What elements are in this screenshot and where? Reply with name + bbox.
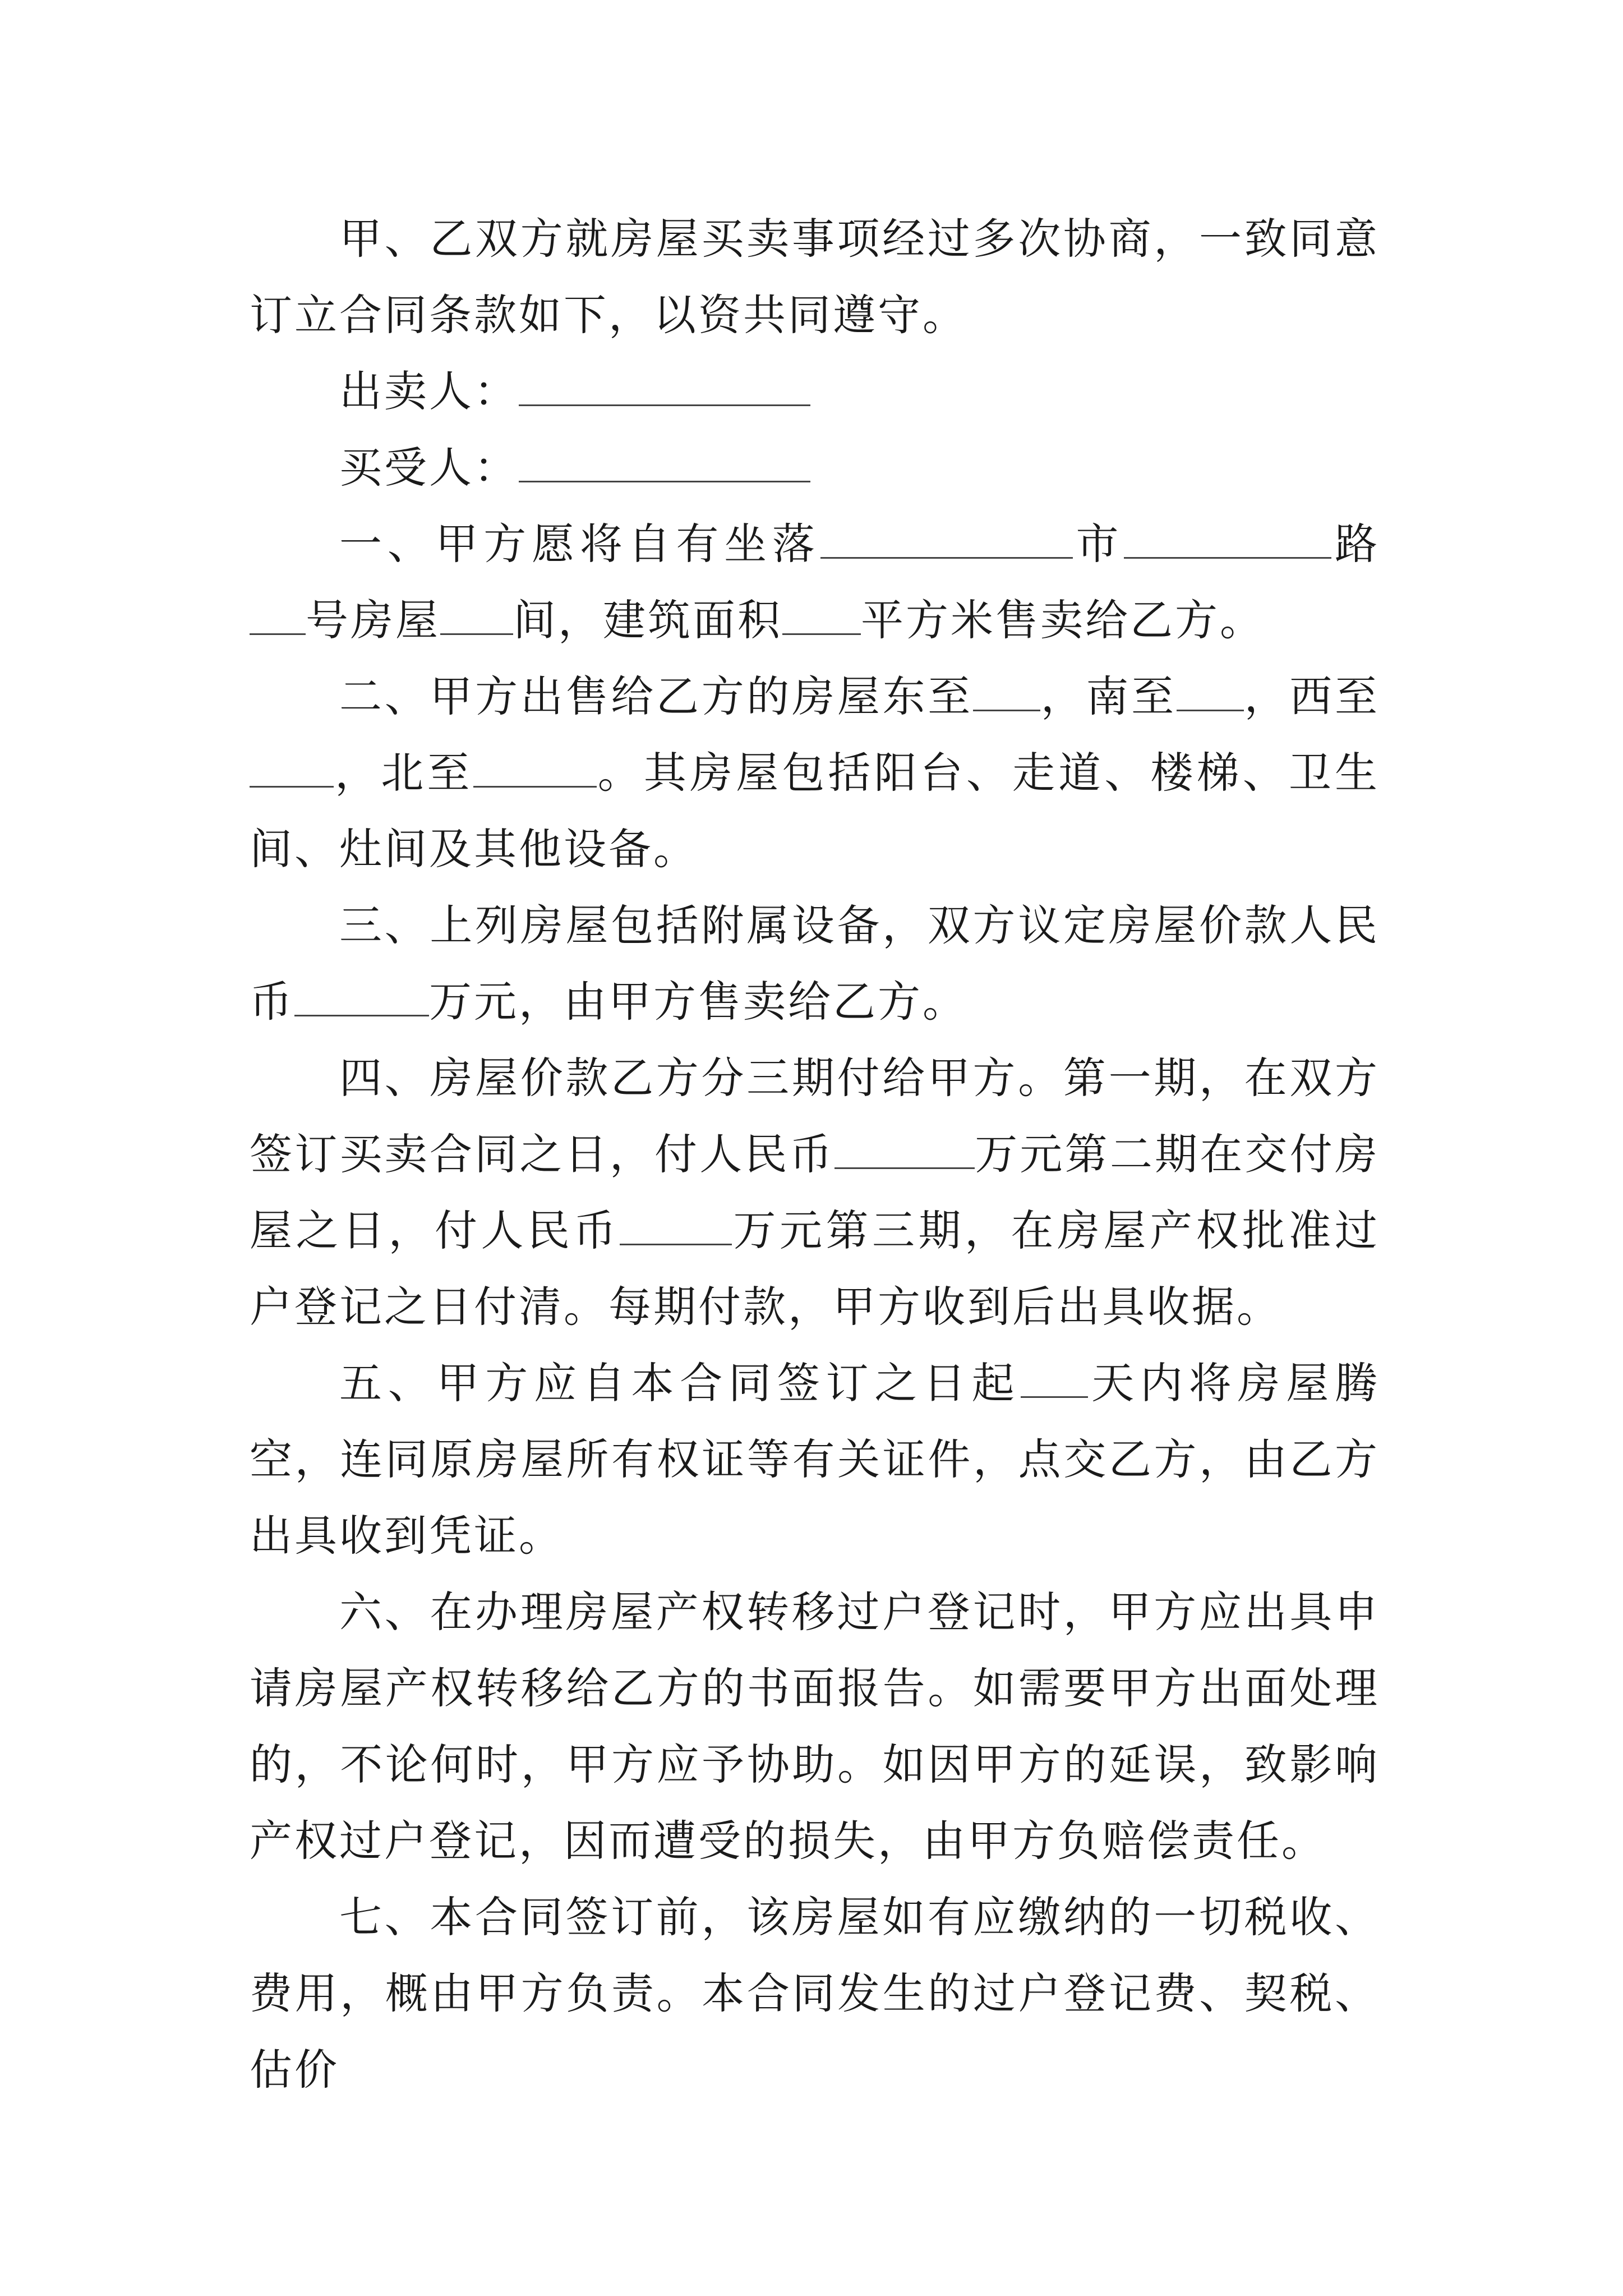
- north-blank: [473, 754, 597, 788]
- seller-line: [250, 353, 1380, 430]
- buyer-line: [250, 430, 1380, 506]
- intro-text: 甲、乙双方就房屋买卖事项经过多次协商，一致同意订立合同条款如下，以资共同遵守。: [250, 214, 1380, 340]
- clause-4-text-b: 万元第二期在交付房屋之日，付人民币: [250, 1129, 1380, 1255]
- clause-1-text-b: 市: [1072, 519, 1124, 569]
- second-payment-blank: [620, 1212, 732, 1245]
- seller-label: 出卖人：: [339, 366, 519, 416]
- rooms-blank: [440, 602, 513, 635]
- seller-blank: [519, 373, 810, 406]
- clause-1-text-c: 路: [1331, 519, 1380, 569]
- clause-2: [250, 659, 1380, 887]
- clause-2-text-b: ，南至: [1040, 671, 1177, 721]
- intro-paragraph: [250, 201, 1380, 353]
- clause-1-text-a: 一、甲方愿将自有坐落: [339, 519, 820, 569]
- days-blank: [1021, 1365, 1088, 1398]
- clause-3-text-a: 三、上列房屋包括附属设备，双方议定房屋价款人民币: [250, 900, 1380, 1027]
- west-blank: [250, 754, 334, 788]
- location-blank: [820, 526, 1073, 559]
- clause-7: [250, 1879, 1380, 2108]
- clause-2-text-c: ，西至: [1243, 671, 1380, 721]
- clause-4-text-a: 四、房屋价款乙方分三期付给甲方。第一期，在双方签订买卖合同之日，付人民币: [250, 1053, 1380, 1179]
- south-blank: [1177, 678, 1244, 711]
- clause-5-text-b: 天内将房屋腾空，连同原房屋所有权证等有关证件，点交乙方，由乙方出具收到凭证。: [250, 1358, 1380, 1561]
- clause-2-text-e: 。其房屋包括阳台、走道、楼梯、卫生间、灶间及其他设备。: [250, 748, 1380, 874]
- city-blank: [1124, 526, 1331, 559]
- buyer-label: 买受人：: [339, 443, 519, 493]
- clause-2-text-d: ，北至: [334, 748, 473, 798]
- clause-6: [250, 1574, 1380, 1879]
- clause-4-text-c: 万元第三期，在房屋产权批准过户登记之日付清。每期付款，甲方收到后出具收据。: [250, 1205, 1380, 1332]
- east-blank: [973, 678, 1040, 711]
- buyer-blank: [519, 449, 810, 482]
- clause-7-text: 七、本合同签订前，该房屋如有应缴纳的一切税收、费用，概由甲方负责。本合同发生的过户登记费、契税、估价: [250, 1892, 1380, 2095]
- road-blank: [250, 602, 306, 635]
- first-payment-blank: [834, 1136, 975, 1169]
- price-blank: [294, 983, 429, 1016]
- clause-5: [250, 1345, 1380, 1574]
- clause-6-text: 六、在办理房屋产权转移过户登记时，甲方应出具申请房屋产权转移给乙方的书面报告。如需要甲方出面处理的，不论何时，甲方应予协助。如因甲方的延误，致影响产权过户登记，因而遭受的损失，由甲方负赔偿责任。: [250, 1587, 1380, 1866]
- clause-3: [250, 887, 1380, 1040]
- clause-3-text-b: 万元，由甲方售卖给乙方。: [429, 977, 967, 1027]
- clause-2-text-a: 二、甲方出售给乙方的房屋东至: [339, 671, 973, 721]
- clause-4: [250, 1040, 1380, 1345]
- clause-5-text-a: 五、甲方应自本合同签订之日起: [339, 1358, 1021, 1408]
- clause-1-text-d: 号房屋: [306, 595, 440, 645]
- clause-1-text-f: 平方米售卖给乙方。: [861, 595, 1265, 645]
- area-blank: [782, 602, 861, 635]
- contract-body: [250, 201, 1380, 2108]
- clause-1-text-e: 间，建筑面积: [513, 595, 782, 645]
- clause-1: [250, 506, 1380, 659]
